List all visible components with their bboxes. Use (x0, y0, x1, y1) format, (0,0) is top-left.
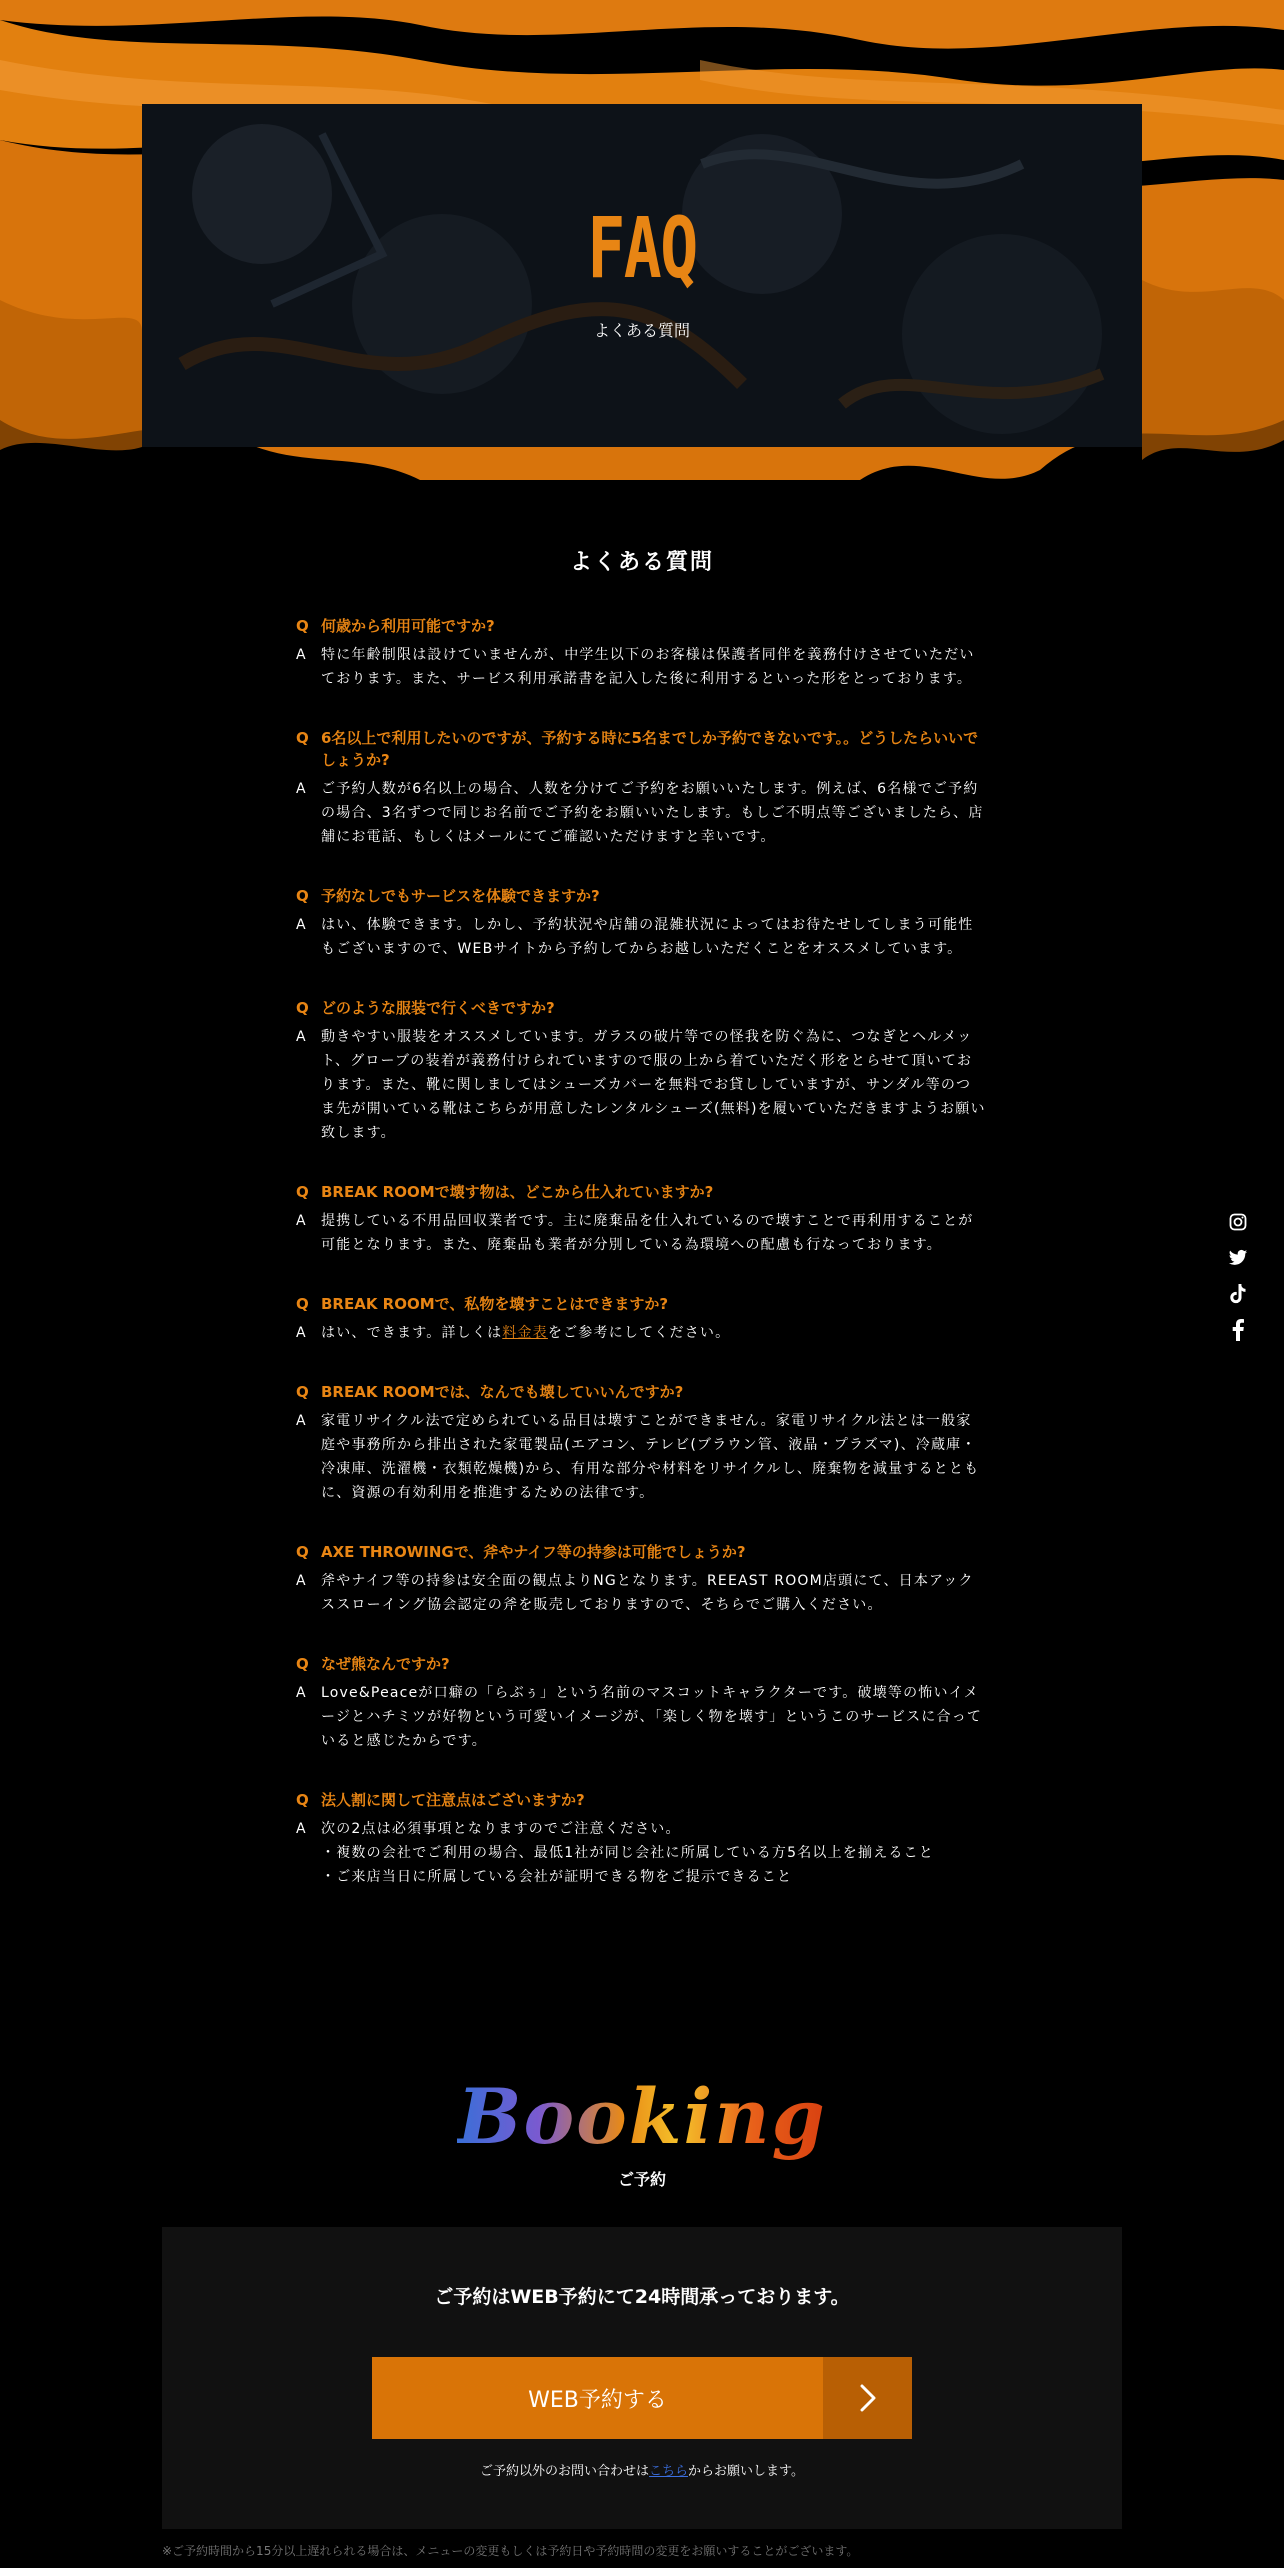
facebook-icon[interactable] (1226, 1318, 1250, 1342)
faq-answer: 提携している不用品回収業者です。主に廃棄品を仕入れているので壊すことで再利用することが可能となります。また、廃棄品も業者が分別している為環境への配慮も行なっております。 (321, 1213, 974, 1253)
answer-mark: A (296, 781, 306, 797)
answer-mark: A (296, 647, 306, 663)
question-mark: Q (296, 1791, 309, 1809)
contact-text: からお願いします。 (688, 2464, 804, 2479)
faq-item (296, 1181, 986, 1257)
answer-bullet: ・ご来店当日に所属している会社が証明できる物をご提示できること (321, 1869, 793, 1885)
faq-item (296, 1293, 986, 1345)
page-title: FAQ (587, 199, 697, 297)
faq-question: 何歳から利用可能ですか? (321, 617, 495, 635)
faq-answer (321, 1817, 934, 1889)
faq-heading: よくある質問 (569, 550, 714, 575)
faq-question: BREAK ROOMで、私物を壊すことはできますか? (321, 1295, 669, 1313)
social-links (1226, 1210, 1250, 1354)
booking-footnote: ※ご予約時間から15分以上遅れられる場合は、メニューの変更もしくは予約日や予約時間の変更をお願いすることがございます。 (162, 2544, 859, 2558)
faq-question: なぜ熊なんですか? (321, 1655, 450, 1673)
answer-mark: A (296, 1573, 306, 1589)
web-booking-button[interactable] (372, 2357, 912, 2439)
price-list-link[interactable]: 料金表 (502, 1325, 548, 1341)
faq-item (296, 1541, 986, 1617)
faq-question: 法人割に関して注意点はございますか? (321, 1791, 585, 1809)
booking-panel (162, 2227, 1122, 2529)
question-mark: Q (296, 617, 309, 635)
faq-answer: Love&Peaceが口癖の「らぶぅ」という名前のマスコットキャラクターです。破壊等の怖いイメージとハチミツが好物という可愛いイメージが、「楽しく物を壊す」というこのサービスに合っていると感じたからです。 (321, 1685, 983, 1749)
booking-title (0, 2072, 1284, 2161)
faq-answer: 斧やナイフ等の持参は安全面の観点よりNGとなります。REEAST ROOM店頭にて、日本アックススローイング協会認定の斧を販売しておりますので、そちらでご購入ください。 (321, 1573, 974, 1613)
contact-link[interactable]: こちら (649, 2464, 689, 2479)
answer-mark: A (296, 1413, 306, 1429)
question-mark: Q (296, 1655, 309, 1673)
faq-item (296, 885, 986, 961)
faq-item (296, 997, 986, 1145)
answer-mark: A (296, 917, 306, 933)
faq-question: 6名以上で利用したいのですが、予約する時に5名までしか予約できないです。。どうしたらいいでしょうか? (321, 729, 979, 769)
question-mark: Q (296, 1383, 309, 1401)
answer-text: はい、できます。詳しくは (321, 1325, 503, 1341)
answer-mark: A (296, 1029, 306, 1045)
question-mark: Q (296, 999, 309, 1017)
booking-title-text: Booking (457, 2072, 827, 2161)
tiktok-icon[interactable] (1226, 1282, 1250, 1306)
faq-answer: 家電リサイクル法で定められている品目は壊すことができません。家電リサイクル法とは一般家庭や事務所から排出された家電製品(エアコン、テレビ(ブラウン管、液晶・プラズマ)、冷蔵庫・冷凍庫、洗濯機・衣類乾燥機)から、有用な部分や材料をリサイクルし、廃棄物を減量するとともに、資源の有効利用を推進するための法律です。 (321, 1413, 980, 1501)
question-mark: Q (296, 1183, 309, 1201)
answer-text: をご参考にしてください。 (547, 1325, 731, 1341)
faq-answer: はい、体験できます。しかし、予約状況や店舗の混雑状況によってはお待たせしてしまう可能性もございますので、WEBサイトから予約してからお越しいただくことをオススメしています。 (321, 917, 974, 957)
twitter-icon[interactable] (1226, 1246, 1250, 1270)
faq-question: AXE THROWINGで、斧やナイフ等の持参は可能でしょうか? (321, 1543, 746, 1561)
faq-question: どのような服装で行くべきですか? (321, 999, 555, 1017)
faq-question: BREAK ROOMでは、なんでも壊していいんですか? (321, 1383, 684, 1401)
instagram-icon[interactable] (1226, 1210, 1250, 1234)
faq-item (296, 1789, 986, 1889)
contact-text: ご予約以外のお問い合わせは (480, 2464, 650, 2479)
faq-answer: ご予約人数が6名以上の場合、人数を分けてご予約をお願いいたします。例えば、6名様でご予約の場合、3名ずつで同じお名前でご予約をお願いいたします。もしご不明点等ございましたら、店舗にお電話、もしくはメールにてご確認いただけますと幸いです。 (321, 781, 984, 845)
answer-mark: A (296, 1821, 306, 1837)
faq-question: BREAK ROOMで壊す物は、どこから仕入れていますか? (321, 1183, 714, 1201)
faq-answer (321, 1321, 730, 1345)
page-subtitle: よくある質問 (593, 321, 690, 340)
answer-text: 次の2点は必須事項となりますのでご注意ください。 (321, 1821, 681, 1837)
question-mark: Q (296, 729, 309, 747)
answer-mark: A (296, 1213, 306, 1229)
booking-subtitle: ご予約 (617, 2170, 666, 2189)
answer-mark: A (296, 1685, 306, 1701)
faq-answer: 特に年齢制限は設けていませんが、中学生以下のお客様は保護者同伴を義務付けさせていただいております。また、サービス利用承諾書を記入した後に利用するといった形をとっております。 (321, 647, 975, 687)
faq-item (296, 727, 986, 849)
faq-item (296, 1653, 986, 1753)
chevron-right-icon (823, 2357, 912, 2439)
faq-list (296, 615, 986, 1925)
contact-note (162, 2460, 1122, 2479)
hero-banner (0, 0, 1284, 500)
faq-item (296, 615, 986, 691)
question-mark: Q (296, 1543, 309, 1561)
answer-bullet: ・複数の会社でご利用の場合、最低1社が同じ会社に所属している方5名以上を揃えること (321, 1845, 935, 1861)
faq-question: 予約なしでもサービスを体験できますか? (321, 887, 600, 905)
faq-answer: 動きやすい服装をオススメしています。ガラスの破片等での怪我を防ぐ為に、つなぎとヘルメット、グローブの装着が義務付けられていますので服の上から着ていただく形をとらせて頂いております。また、靴に関しましてはシューズカバーを無料でお貸ししていますが、サンダル等のつま先が開いている靴はこちらが用意したレンタルシューズ(無料)を履いていただきますようお願い致します。 (321, 1029, 986, 1141)
answer-mark: A (296, 1325, 306, 1341)
faq-item (296, 1381, 986, 1505)
booking-message: ご予約はWEB予約にて24時間承っております。 (434, 2286, 850, 2308)
question-mark: Q (296, 887, 309, 905)
faq-hero-panel (142, 104, 1142, 447)
web-booking-button-label: WEB予約する (528, 2387, 667, 2413)
question-mark: Q (296, 1295, 309, 1313)
